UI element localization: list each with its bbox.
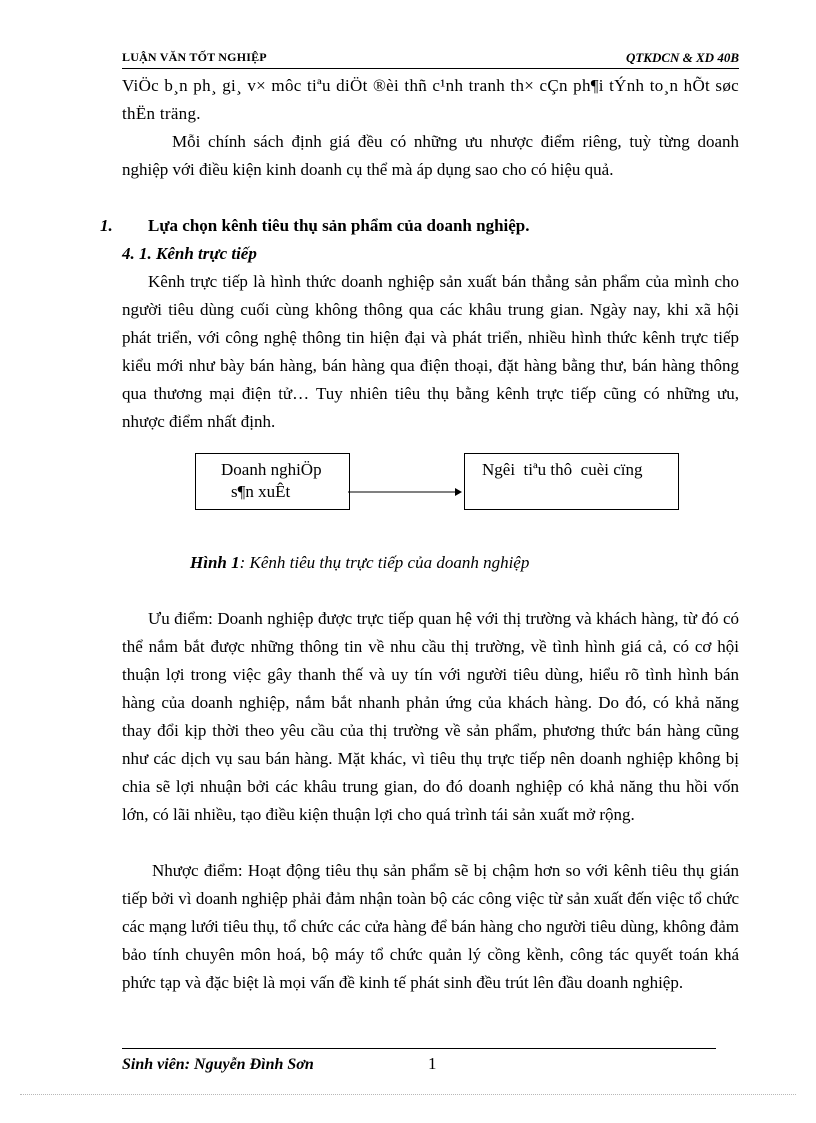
intro-garbled-paragraph: ViÖc b¸n ph¸ gi¸ v× môc tiªu diÖt ®èi thñ c¹nh tranh th× cÇn ph¶i tÝnh to¸n hÕt søc thËn träng. — [122, 76, 739, 123]
pricing-policy-paragraph: Mỗi chính sách định giá đều có những ưu nhược điểm riêng, tuỳ từng doanh nghiệp với điều kiện kinh doanh cụ thể mà áp dụng sao cho có hiệu quả. — [122, 132, 739, 179]
header-class-code: QTKDCN & XD 40B — [625, 50, 739, 65]
subsection-title: 4. 1. Kênh trực tiếp — [122, 244, 257, 263]
page-header — [122, 48, 739, 69]
diagram-arrow — [348, 486, 462, 498]
advantages-paragraph: Ưu điểm: Doanh nghiệp được trực tiếp quan hệ với thị trường và khách hàng, từ đó có thể nắm bắt được những thông tin về nhu cầu thị trường, về tình hình giá cả, có cơ hội thuận lợi trong việc gây thanh thế và uy tín với người tiêu dùng, hiểu rõ tình hình bán hàng của doanh nghiệp, nắm bắt nhanh phản ứng của khách hàng. Do đó, có khả năng thay đổi kịp thời theo yêu cầu của thị trường về sản phẩm, phương thức bán hàng cũng như các dịch vụ sau bán hàng. Mặt khác, vì tiêu thụ trực tiếp nên doanh nghiệp không bị chia sẽ lợi nhuận bởi các khâu trung gian, do đó doanh nghiệp có khả năng thu hồi vốn lớn, có lãi nhiều, tạo điều kiện thuận lợi cho quá trình tái sản xuất mở rộng. — [122, 609, 739, 824]
diagram-box-end-consumer — [464, 453, 679, 510]
section-number: 1. — [100, 216, 113, 235]
header-thesis-title: LUẬN VĂN TỐT NGHIỆP — [122, 50, 267, 64]
enterprise-label-line1: Doanh nghiÖp — [221, 460, 322, 479]
direct-channel-paragraph: Kênh trực tiếp là hình thức doanh nghiệp sản xuất bán thẳng sản phẩm của mình cho người tiêu dùng cuối cùng không thông qua các khâu trung gian. Ngày nay, khi xã hội phát triển, với công nghệ thông tin hiện đại và phát triển, nhiều hình thức kênh trực tiếp kiểu mới như bày bán hàng, bán hàng qua điện thoại, đặt hàng bằng thư, bán hàng thông qua thương mại điện tử… Tuy nhiên tiêu thụ bằng kênh trực tiếp cũng có những ưu, nhược điểm nhất định. — [122, 272, 739, 431]
enterprise-label-line2: s¶n xuÊt — [231, 482, 291, 501]
end-consumer-label: Ngêi tiªu thô cuèi cïng — [482, 460, 643, 479]
footer-student-name: Sinh viên: Nguyễn Đình Sơn — [122, 1056, 314, 1073]
footer-divider — [122, 1048, 716, 1049]
diagram-box-enterprise — [195, 453, 350, 510]
figure-label: Hình 1 — [190, 553, 240, 572]
figure-caption-text: : Kênh tiêu thụ trực tiếp của doanh nghiệp — [239, 553, 530, 572]
figure-caption — [190, 553, 529, 573]
page-number: 1 — [428, 1054, 437, 1073]
section-title: Lựa chọn kênh tiêu thụ sản phẩm của doanh nghiệp. — [148, 216, 530, 235]
disadvantages-paragraph: Nhược điểm: Hoạt động tiêu thụ sản phẩm sẽ bị chậm hơn so với kênh tiêu thụ gián tiếp bởi vì doanh nghiệp phải đảm nhận toàn bộ các công việc từ sản xuất đến việc tổ chức các mạng lưới tiêu thụ, tổ chức các cửa hàng để bán hàng cho người tiêu dùng, không đảm bảo tính chuyên môn hoá, bộ máy tổ chức quản lý cồng kềnh, công tác quyết toán khá phức tạp và đặc biệt là mọi vấn đề kinh tế phát sinh đều trút lên đầu doanh nghiệp. — [122, 861, 739, 992]
page-bottom-edge — [20, 1094, 796, 1095]
